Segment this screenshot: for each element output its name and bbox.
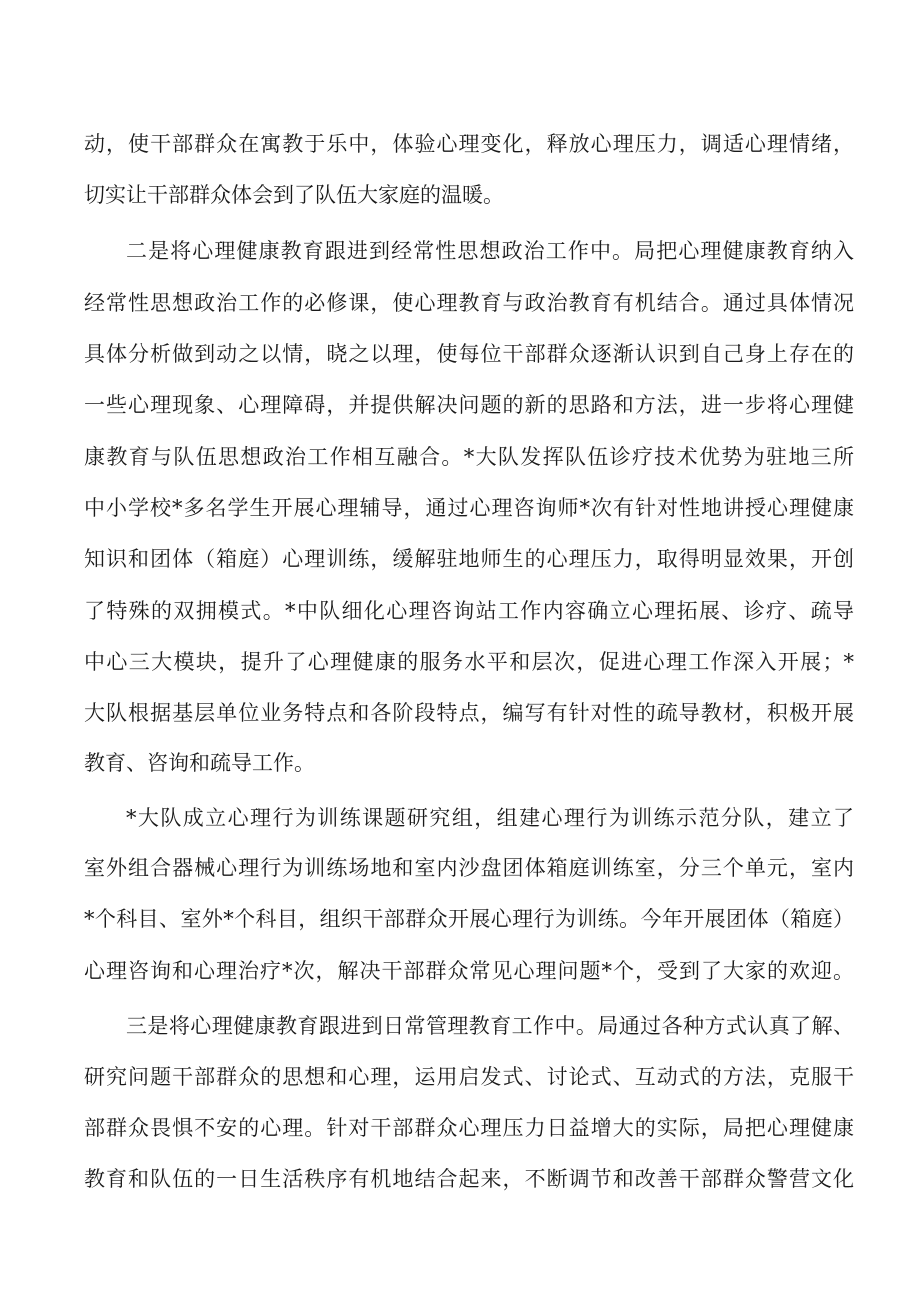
paragraph-first-line: 二是将心理健康教育跟进到经常性思想政治工作中。局把心理健康教育纳入 xyxy=(126,239,854,263)
text-line: 具体分析做到动之以情，晓之以理，使每位干部群众逐渐认识到自己身上存在的 xyxy=(84,342,854,366)
text-line: 室外组合器械心理行为训练场地和室内沙盘团体箱庭训练室，分三个单元，室内 xyxy=(84,856,854,880)
text-line: *个科目、室外*个科目，组织干部群众开展心理行为训练。今年开展团体（箱庭） xyxy=(84,907,854,931)
text-line: 知识和团体（箱庭）心理训练，缓解驻地师生的心理压力，取得明显效果，开创 xyxy=(84,547,854,571)
text-line: 动，使干部群众在寓教于乐中，体验心理变化，释放心理压力，调适心理情绪， xyxy=(84,132,854,156)
text-line: 中心三大模块，提升了心理健康的服务水平和层次，促进心理工作深入开展；* xyxy=(84,650,854,674)
text-line: 教育和队伍的一日生活秩序有机地结合起来，不断调节和改善干部群众警营文化 xyxy=(84,1167,854,1191)
text-line: 了特殊的双拥模式。*中队细化心理咨询站工作内容确立心理拓展、诊疗、疏导 xyxy=(84,599,854,623)
text-line: 教育、咨询和疏导工作。 xyxy=(84,751,315,775)
text-line: 大队根据基层单位业务特点和各阶段特点，编写有针对性的疏导教材，积极开展 xyxy=(84,701,854,725)
paragraph-first-line: *大队成立心理行为训练课题研究组，组建心理行为训练示范分队，建立了 xyxy=(126,806,854,830)
text-line: 心理咨询和心理治疗*次，解决干部群众常见心理问题*个，受到了大家的欢迎。 xyxy=(84,959,854,983)
text-line: 经常性思想政治工作的必修课，使心理教育与政治教育有机结合。通过具体情况 xyxy=(84,291,854,315)
text-line: 切实让干部群众体会到了队伍大家庭的温暖。 xyxy=(84,183,504,207)
paragraph-first-line: 三是将心理健康教育跟进到日常管理教育工作中。局通过各种方式认真了解、 xyxy=(126,1014,854,1038)
text-line: 一些心理现象、心理障碍，并提供解决问题的新的思路和方法，进一步将心理健 xyxy=(84,393,854,417)
text-line: 康教育与队伍思想政治工作相互融合。*大队发挥队伍诊疗技术优势为驻地三所 xyxy=(84,445,854,469)
text-line: 部群众畏惧不安的心理。针对干部群众心理压力日益增大的实际，局把心理健康 xyxy=(84,1116,854,1140)
text-line: 中小学校*多名学生开展心理辅导，通过心理咨询师*次有针对性地讲授心理健康 xyxy=(84,496,854,520)
text-line: 研究问题干部群众的思想和心理，运用启发式、讨论式、互动式的方法，克服干 xyxy=(84,1065,854,1089)
